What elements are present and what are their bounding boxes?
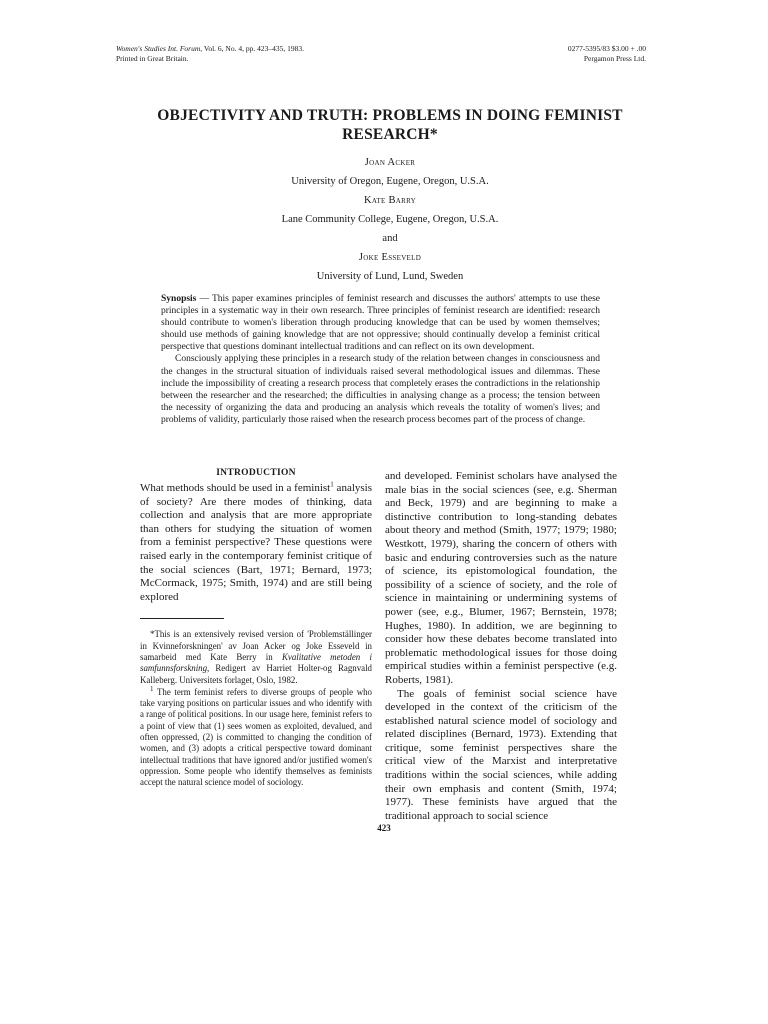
synopsis-para-1 (161, 293, 600, 353)
footnote-1 (140, 684, 372, 789)
intro-text-a: What methods should be used in a feminist (140, 482, 331, 494)
journal-citation: Vol. 6, No. 4, pp. 423–435, 1983. (203, 44, 304, 53)
title-line-2: RESEARCH* (342, 126, 438, 143)
author-3: Joke Esseveld (358, 252, 422, 263)
journal-header (116, 44, 304, 64)
issn-code: 0277-5395/83 $3.00 + .00 (567, 44, 646, 53)
synopsis-label: Synopsis (161, 294, 197, 304)
footnote-star-text-b: Redigert av Harriet Holter-og Ragnvald Kalleberg. Universitets forlaget, Oslo, 1982. (140, 663, 372, 685)
intro-paragraph (140, 482, 372, 604)
author-1: Joan Acker (364, 157, 416, 168)
affiliation-2: Lane Community College, Eugene, Oregon, U.S.A. (281, 214, 499, 225)
affiliation-3: University of Lund, Lund, Sweden (316, 271, 464, 282)
article-title (130, 106, 650, 144)
journal-name: Women's Studies Int. Forum, (116, 44, 203, 53)
left-column (140, 468, 372, 789)
right-paragraph-2: The goals of feminist social science have developed in the context of the criticism of the established natural science model of sociology and related disciplines (Bernard, 1973). Extending that critique, some feminist perspectives share the critical view of the Marxist and interpretative traditions within the social sciences, while adding their own emphasis and content (Smith, 1974; 1977). These feminists have argued that the traditional approach to social science (385, 687, 617, 822)
synopsis (161, 293, 600, 426)
footnote-star-italic: Kvalitative metoden i samfunnsforskning, (140, 651, 372, 674)
footnote-1-number: 1 (150, 684, 154, 693)
intro-text-b: analysis of society? Are there modes of thinking, data collection and analysis that are more appropriate than others for studying the situation of women from a feminist perspective? These questions were raised early in the contemporary feminist critique of the social sciences (Bart, 1971; Bernard, 1973; McCormack, 1975; Smith, 1974) and are still being explored (140, 482, 372, 603)
author-block (160, 153, 620, 286)
printed-location: Printed in Great Britain. (116, 54, 189, 63)
synopsis-text-1: — This paper examines principles of feminist research and discusses the authors' attempts to use these principles in a systematic way in their own research. Three principles of feminist research are identified: research should contribute to women's liberation through producing knowledge that can be used by women themselves; should use methods of gaining knowledge that are not oppressive; should continually develop a feminist critical perspective that questions dominant intellectual traditions and can reflect on its own development. (161, 294, 600, 353)
right-column (385, 470, 617, 823)
and-connector: and (382, 233, 398, 244)
publisher-name: Pergamon Press Ltd. (583, 54, 646, 63)
title-line-1: OBJECTIVITY AND TRUTH: PROBLEMS IN DOING FEMINIST (157, 107, 623, 124)
right-paragraph-1: and developed. Feminist scholars have analysed the male bias in the social sciences (see, e.g. Sherman and Beck, 1979) and are beginning to make a distinctive contribution to long-standing debates about theory and method (Smith, 1977; 1979; 1980; Westkott, 1979), sharing the concern of others with basic and enduring controversies such as the nature of science, its epistomological foundation, the possibility of a science of society, and the role of science in maintaining or undermining systems of power (see, e.g., Blumer, 1967; Bernstein, 1978; Hughes, 1980). In addition, we are beginning to consider how these debates become translated into problematic methodological issues for those doing empirical studies within a feminist perspective (e.g. Roberts, 1981). (385, 470, 617, 686)
footnote-star (140, 629, 372, 685)
affiliation-1: University of Oregon, Eugene, Oregon, U.S.A. (291, 176, 489, 187)
footnote-star-text-a: *This is an extensively revised version of 'Problemställinger in Kvinneforskningen' av Joan Acker og Joke Esseveld in samarbeid med Kate Berry in (140, 629, 372, 662)
footnote-divider (140, 618, 224, 619)
synopsis-para-2: Consciously applying these principles in a research study of the relation between changes in consciousness and the changes in the structural situation of individuals raised several methodological issues and dilemmas. These include the impossibility of creating a research process that completely erases the contradictions in the relationship between the researcher and the researched; the difficulties in analysing change as a process; the tension between the necessity of organizing the data and producing an analysis which reveals the totality of women's lives; and problems of validity, particularly those raised when the research process becomes part of the process of change. (161, 354, 600, 425)
publisher-header (568, 44, 646, 64)
footnote-1-text: The term feminist refers to diverse groups of people who take varying positions on particular issues and who identify with a range of political positions. In our usage here, feminist refers to a point of view that (1) sees women as exploited, devalued, and often oppressed, (2) is committed to changing the condition of women, and (3) adopts a critical perspective toward dominant intellectual traditions that have ignored and/or justified women's oppression. Some people who identify themselves as feminists accept the natural science model of sociology. (140, 686, 372, 788)
section-heading: INTRODUCTION (216, 468, 296, 478)
page-number: 423 (377, 823, 391, 833)
author-2: Kate Barry (363, 195, 417, 206)
footnote-ref-1[interactable]: 1 (330, 480, 334, 489)
